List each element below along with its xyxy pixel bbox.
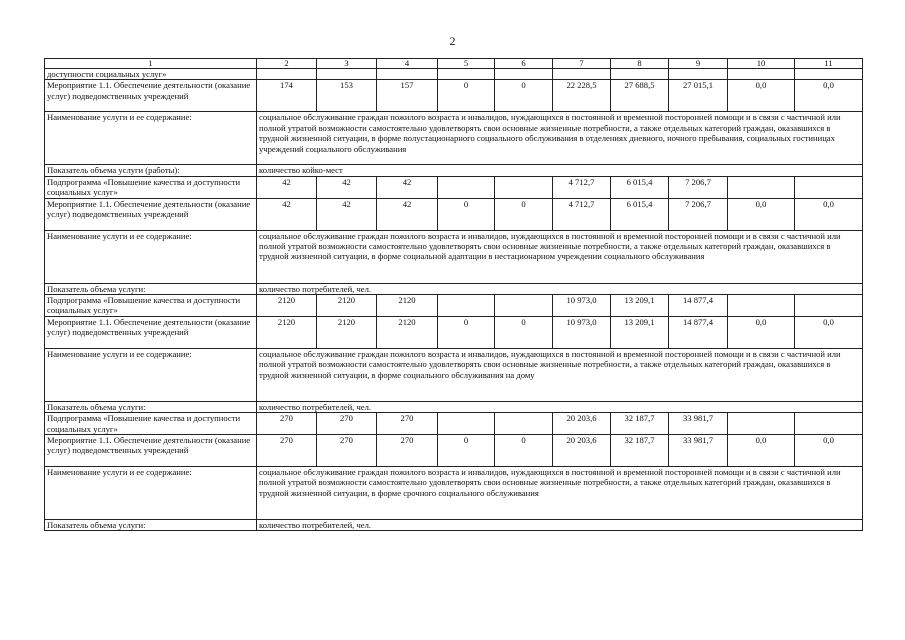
service-description-row [45, 230, 863, 283]
table-row [45, 80, 863, 112]
table-cell [728, 295, 795, 317]
table-cell: 0 [495, 80, 553, 112]
row-label: Показатель объема услуги: [45, 283, 257, 294]
table-cell: 0 [438, 80, 495, 112]
service-description: социальное обслуживание граждан пожилого возраста и инвалидов, нуждающихся в постоянной и временной посторонней помощи и в связи с частичной или полной утратой возможности самостоятельно удовлетворять свои основные жизненные потребности, а также отдельных категорий граждан, оказавшихся в трудной жизненной ситуации, в форме социальной адаптации в нестационарном учреждении социального обслуживания [257, 230, 863, 283]
table-cell: 0,0 [728, 316, 795, 348]
service-description-row [45, 348, 863, 401]
table-cell [728, 176, 795, 198]
table-cell: 20 203,6 [553, 435, 611, 467]
row-label: Показатель объема услуги (работы): [45, 165, 257, 176]
table-cell: 22 228,5 [553, 80, 611, 112]
table-cell: 42 [377, 176, 438, 198]
table-cell [795, 69, 863, 80]
table-cell [553, 69, 611, 80]
service-description: количество потребителей, чел. [257, 520, 863, 531]
service-description: социальное обслуживание граждан пожилого возраста и инвалидов, нуждающихся в постоянной и временной посторонней помощи и в связи с частичной или полной утратой возможности самостоятельно удовлетворять свои основные жизненные потребности, а также отдельных категорий граждан, оказавшихся в трудной жизненной ситуации, в форме полустационарного социального обслуживания в отделениях дневного, ночного пребывания, социальных гостиницах учреждений социального обслуживания [257, 112, 863, 165]
table-cell: 13 209,1 [611, 316, 669, 348]
table-cell: 0,0 [795, 80, 863, 112]
row-label: Показатель объема услуги: [45, 401, 257, 412]
column-header: 6 [495, 59, 553, 69]
table-row [45, 176, 863, 198]
table-cell [669, 69, 728, 80]
table-cell: 0 [495, 435, 553, 467]
table-cell [438, 69, 495, 80]
row-label: Мероприятие 1.1. Обеспечение деятельности (оказание услуг) подведомственных учреждений [45, 435, 257, 467]
table-cell: 20 203,6 [553, 413, 611, 435]
column-header: 10 [728, 59, 795, 69]
service-description-row [45, 283, 863, 294]
row-label: Наименование услуги и ее содержание: [45, 348, 257, 401]
table-cell: 27 015,1 [669, 80, 728, 112]
table-cell: 27 688,5 [611, 80, 669, 112]
row-label: Наименование услуги и ее содержание: [45, 230, 257, 283]
table-cell: 270 [377, 413, 438, 435]
table-cell: 0,0 [795, 198, 863, 230]
table-cell: 6 015,4 [611, 198, 669, 230]
table-cell: 42 [317, 176, 377, 198]
table-cell [611, 69, 669, 80]
row-label: Подпрограмма «Повышение качества и доступности социальных услуг» [45, 176, 257, 198]
column-header: 4 [377, 59, 438, 69]
row-label: Подпрограмма «Повышение качества и доступности социальных услуг» [45, 413, 257, 435]
table-cell: 270 [257, 435, 317, 467]
header-row [45, 59, 863, 69]
table-cell: 0,0 [795, 316, 863, 348]
column-header: 5 [438, 59, 495, 69]
table-cell: 270 [257, 413, 317, 435]
row-label: Показатель объема услуги: [45, 520, 257, 531]
table-cell: 14 877,4 [669, 316, 728, 348]
table-cell: 2120 [317, 316, 377, 348]
table-row [45, 295, 863, 317]
row-label: Мероприятие 1.1. Обеспечение деятельности (оказание услуг) подведомственных учреждений [45, 198, 257, 230]
table-cell: 153 [317, 80, 377, 112]
service-description: социальное обслуживание граждан пожилого возраста и инвалидов, нуждающихся в постоянной и временной посторонней помощи и в связи с частичной или полной утратой возможности самостоятельно удовлетворять свои основные жизненные потребности, а также отдельных категорий граждан, оказавшихся в трудной жизненной ситуации, в форме срочного социального обслуживания [257, 467, 863, 520]
table-cell: 0,0 [728, 80, 795, 112]
table-cell: 32 187,7 [611, 435, 669, 467]
column-header: 9 [669, 59, 728, 69]
table-cell: 7 206,7 [669, 176, 728, 198]
column-header: 1 [45, 59, 257, 69]
table-cell: 270 [317, 413, 377, 435]
row-label: Подпрограмма «Повышение качества и доступности социальных услуг» [45, 295, 257, 317]
table-cell [495, 176, 553, 198]
table-cell [728, 69, 795, 80]
table-cell: 10 973,0 [553, 295, 611, 317]
column-header: 8 [611, 59, 669, 69]
service-description-row [45, 401, 863, 412]
row-label: доступности социальных услуг» [45, 69, 257, 80]
table-cell: 0 [495, 198, 553, 230]
row-label: Наименование услуги и ее содержание: [45, 467, 257, 520]
table-cell: 157 [377, 80, 438, 112]
row-label: Мероприятие 1.1. Обеспечение деятельности (оказание услуг) подведомственных учреждений [45, 316, 257, 348]
table-cell [495, 295, 553, 317]
table-cell: 0,0 [795, 435, 863, 467]
table-cell: 33 981,7 [669, 435, 728, 467]
table-cell: 4 712,7 [553, 176, 611, 198]
table-cell: 0 [438, 198, 495, 230]
service-description: количество койко-мест [257, 165, 863, 176]
table-cell: 2120 [257, 295, 317, 317]
service-description-row [45, 112, 863, 165]
table-cell [495, 413, 553, 435]
table-cell: 13 209,1 [611, 295, 669, 317]
table-cell: 2120 [317, 295, 377, 317]
column-header: 2 [257, 59, 317, 69]
table-cell: 0,0 [728, 435, 795, 467]
table-row [45, 198, 863, 230]
table-cell: 2120 [377, 316, 438, 348]
table-cell: 0 [438, 316, 495, 348]
table-cell [317, 69, 377, 80]
table-cell [495, 69, 553, 80]
service-description-row [45, 467, 863, 520]
table-cell: 7 206,7 [669, 198, 728, 230]
table-cell: 32 187,7 [611, 413, 669, 435]
table-row [45, 69, 863, 80]
table-row [45, 316, 863, 348]
table-row [45, 413, 863, 435]
table-cell [438, 176, 495, 198]
table-cell: 0 [495, 316, 553, 348]
table-cell: 174 [257, 80, 317, 112]
table-cell [438, 295, 495, 317]
table-cell: 270 [317, 435, 377, 467]
page-number: 2 [449, 34, 456, 48]
table-cell: 2120 [257, 316, 317, 348]
service-description: количество потребителей, чел. [257, 283, 863, 294]
service-description-row [45, 165, 863, 176]
table-cell: 42 [257, 198, 317, 230]
table-cell: 2120 [377, 295, 438, 317]
table-cell [795, 413, 863, 435]
table-cell: 33 981,7 [669, 413, 728, 435]
table-cell: 4 712,7 [553, 198, 611, 230]
table-cell [257, 69, 317, 80]
service-description-row [45, 520, 863, 531]
table-cell [728, 413, 795, 435]
table-cell [377, 69, 438, 80]
table-cell: 42 [317, 198, 377, 230]
row-label: Наименование услуги и ее содержание: [45, 112, 257, 165]
table-cell: 6 015,4 [611, 176, 669, 198]
service-description: количество потребителей, чел. [257, 401, 863, 412]
table-cell: 270 [377, 435, 438, 467]
services-table [44, 58, 863, 531]
table-cell [795, 295, 863, 317]
table-row [45, 435, 863, 467]
table-cell: 0 [438, 435, 495, 467]
column-header: 11 [795, 59, 863, 69]
table-cell: 14 877,4 [669, 295, 728, 317]
column-header: 7 [553, 59, 611, 69]
column-header: 3 [317, 59, 377, 69]
table-cell: 0,0 [728, 198, 795, 230]
table-cell: 42 [377, 198, 438, 230]
table-cell: 10 973,0 [553, 316, 611, 348]
table-cell: 42 [257, 176, 317, 198]
table-cell [795, 176, 863, 198]
table-cell [438, 413, 495, 435]
row-label: Мероприятие 1.1. Обеспечение деятельности (оказание услуг) подведомственных учреждений [45, 80, 257, 112]
service-description: социальное обслуживание граждан пожилого возраста и инвалидов, нуждающихся в постоянной и временной посторонней помощи и в связи с частичной или полной утратой возможности самостоятельно удовлетворять свои основные жизненные потребности, а также отдельных категорий граждан, оказавшихся в трудной жизненной ситуации, в форме социального обслуживания на дому [257, 348, 863, 401]
